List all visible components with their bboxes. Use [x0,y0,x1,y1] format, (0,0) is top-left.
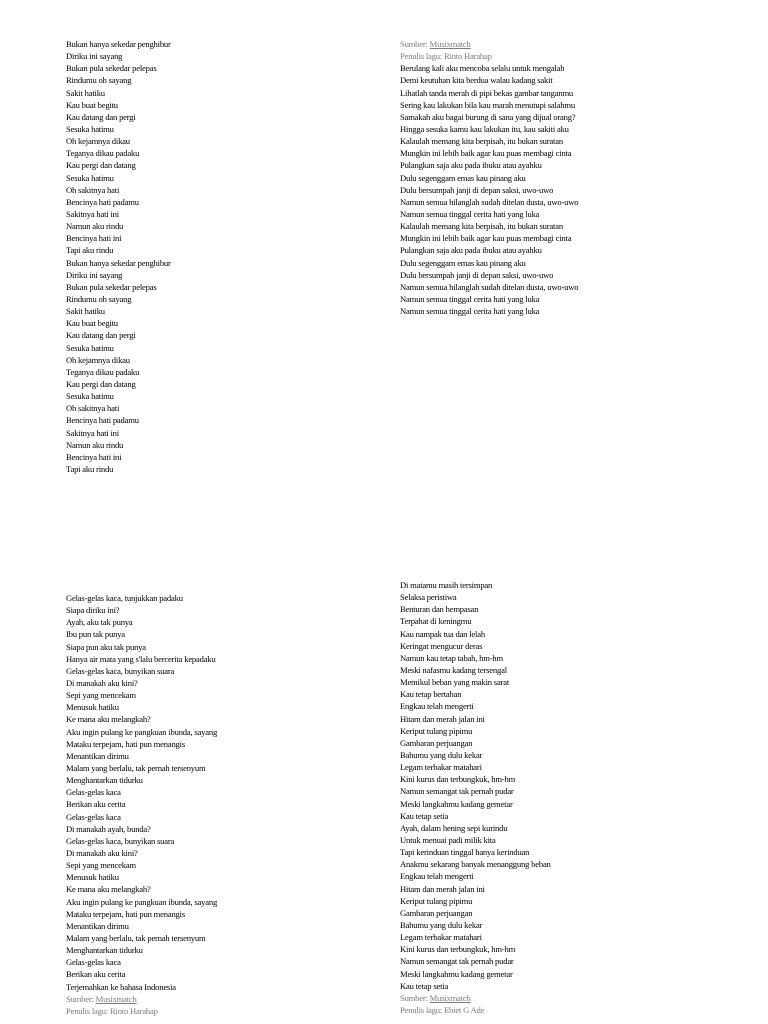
lyric-line: Sesuka hatimu [66,123,114,134]
lyric-line: Diriku ini sayang [66,269,123,280]
lyric-line: Teganya dikau padaku [66,366,140,377]
lyric-line: Untuk menuai padi milik kita [400,834,496,845]
lyric-line: Ke mana aku melangkah? [66,884,151,895]
songwriter-credit: Penulis lagu: Rinto Harahap [400,51,492,62]
lyric-line: Demi keutuhan kita berdua walau kadang sakit [400,75,553,86]
lyric-line: Namun semua hilanglah sudah ditelan dusta, uwo-uwo [400,281,579,292]
lyric-line: Gelas-gelas kaca, tunjukkan padaku [66,593,183,603]
lyric-line: Benturan dan hempasan [400,604,479,615]
lyric-line: Aku ingin pulang ke pangkuan ibunda, sayang [66,726,218,737]
source-link[interactable]: Musixmatch [95,993,137,1004]
lyric-line: Teganya dikau padaku [66,148,140,159]
lyric-line: Kalaulah memang kita berpisah, itu bukan suratan [400,221,563,232]
lyric-line: Sepi yang mencekam [66,860,136,871]
lyric-line: Namun kau tetap tabah, hm-hm [400,652,503,663]
lyric-line: Anakmu sekarang banyak menanggung beban [400,859,551,870]
lyric-line: Sakitnya hati ini [66,427,119,438]
lyric-line: Terjemahkan ke bahasa Indonesia [66,981,176,992]
lyric-line: Menusuk hatiku [66,702,119,713]
source-line [66,993,217,1005]
lyric-line: Namun semangat tak pernah pudar [400,786,514,797]
lyric-line: Malam yang berlalu, tak pernah tersenyum [66,762,206,773]
lyric-line: Aku ingin pulang ke pangkuan ibunda, sayang [66,896,218,907]
lyric-line: Kini kurus dan terbungkuk, hm-hm [400,944,516,955]
lyric-line: Namun semangat tak pernah pudar [400,956,514,967]
lyric-line: Namun semua tinggal cerita hati yang luka [400,208,540,219]
lyric-line: Oh kejamnya dikau [66,136,130,147]
source-prefix: Sumber: [400,992,430,1003]
lyric-line: Engkau telah mengerti [400,701,474,712]
lyric-line: Namun aku rindu [66,439,124,450]
lyric-line: Kini kurus dan terbungkuk, hm-hm [400,774,516,785]
lyric-line: Oh sakitnya hati [66,403,120,414]
lyric-line: Samakah aku bagai burung di sana yang dijual orang? [400,111,576,122]
lyric-line: Terpahat di keningmu [400,616,472,627]
song3-column [400,579,551,1016]
lyric-line: Namun semua hilanglah sudah ditelan dusta, uwo-uwo [400,196,579,207]
lyric-line: Hanya air mata yang s'lalu bercerita kepadaku [66,653,216,664]
lyric-line: Kau datang dan pergi [66,111,136,122]
source-prefix: Sumber: [400,39,430,49]
lyric-line: Tapi aku rindu [66,245,114,256]
lyric-line: Ibu pun tak punya [66,629,125,640]
lyric-line: Siapa diriku ini? [66,605,120,616]
song1-lyrics-continued [400,62,578,317]
lyric-line: Mungkin ini lebih baik agar kau puas membagi cinta [400,148,572,159]
lyric-line: Sesuka hatimu [66,391,114,402]
lyric-line: Keriput tulang pipimu [400,725,473,736]
lyric-line: Bahumu yang dulu kekar [400,749,483,760]
lyric-line: Kau buat begitu [66,318,118,329]
lyric-line: Gambaran perjuangan [400,737,473,748]
lyric-line: Kau nampak tua dan lelah [400,628,485,639]
lyric-line: Ayah, dalam hening sepi kurindu [400,822,508,833]
lyric-line: Keriput tulang pipimu [400,895,473,906]
lyric-line: Bencinya hati ini [66,451,122,462]
lyric-line: Dulu segenggam emas kau pinang aku [400,257,526,268]
source-prefix: Sumber: [66,993,96,1004]
lyric-line: Dulu bersumpah janji di depan saksi, uwo-uwo [400,269,554,280]
songwriter-credit: Penulis lagu: Rinto Harahap [66,1005,158,1016]
lyric-line: Sepi yang mencekam [66,690,136,701]
lyric-line: Bukan hanya sekedar penghibur [66,257,171,268]
lyric-line: Sakit hatiku [66,306,105,317]
source-line [400,992,551,1004]
lyric-line: Dulu segenggam emas kau pinang aku [400,172,526,183]
lyric-line: Dulu bersumpah janji di depan saksi, uwo-uwo [400,184,554,195]
songwriter-credit: Penulis lagu: Ebiet G Ade [400,1004,485,1015]
lyric-line: Lihatlah tanda merah di pipi bekas gambar tanganmu [400,87,574,98]
lyric-line: Sakitnya hati ini [66,208,119,219]
lyric-line: Kau tetap setia [400,980,449,991]
lyric-line: Meski nafasmu kadang tersengal [400,664,507,675]
lyric-line: Bukan pula sekedar pelepas [66,281,157,292]
source-link[interactable]: Musixmatch [429,992,471,1003]
lyric-line: Ke mana aku melangkah? [66,714,151,725]
lyric-line: Namun aku rindu [66,221,124,232]
lyric-line: Kau pergi dan datang [66,378,136,389]
lyric-line: Ayah, aku tak punya [66,617,133,628]
song3-lyrics [400,579,551,992]
lyric-line: Siapa pun aku tak punya [66,641,146,652]
lyric-line: Tapi aku rindu [66,463,114,474]
lyric-line: Sesuka hatimu [66,342,114,353]
lyric-line: Oh sakitnya hati [66,184,120,195]
lyric-line: Mataku terpejam, hati pun menangis [66,738,185,749]
lyric-line: Namun semua tinggal cerita hati yang luka [400,306,540,317]
lyric-line: Bencinya hati ini [66,233,122,244]
lyric-line: Kalaulah memang kita berpisah, itu bukan suratan [400,136,563,147]
lyric-line: Oh kejamnya dikau [66,354,130,365]
lyric-line: Malam yang berlalu, tak pernah tersenyum [66,932,206,943]
lyric-line: Di matamu masih tersimpan [400,580,493,590]
lyric-line: Mataku terpejam, hati pun menangis [66,908,185,919]
lyric-line: Bencinya hati padamu [66,415,139,426]
lyric-line: Gelas-gelas kaca [66,957,121,968]
lyric-line: Kau tetap bertahan [400,689,462,700]
lyric-line: Sesuka hatimu [66,172,114,183]
lyric-line: Gelas-gelas kaca [66,787,121,798]
lyric-line: Tapi kerinduan tinggal hanya kerinduan [400,847,530,858]
lyric-line: Rindumu oh sayang [66,293,132,304]
lyric-line: Hitam dan merah jalan ini [400,883,485,894]
lyric-line: Kau buat begitu [66,99,118,110]
lyric-line: Di manakah ayah, bunda? [66,823,151,834]
lyric-line: Legam terbakar matahari [400,762,482,773]
lyric-line: Kau datang dan pergi [66,330,136,341]
song1-source-column [400,38,578,317]
lyric-line: Bahumu yang dulu kekar [400,919,483,930]
lyric-line: Meski langkahmu kadang gemetar [400,968,513,979]
lyric-line: Menghantarkan tidurku [66,945,143,956]
lyric-line: Kau tetap setia [400,810,449,821]
lyric-line: Mungkin ini lebih baik agar kau puas membagi cinta [400,233,572,244]
lyric-line: Gelas-gelas kaca [66,811,121,822]
lyric-line: Hitam dan merah jalan ini [400,713,485,724]
source-line [400,38,578,50]
lyric-line: Bukan pula sekedar pelepas [66,63,157,74]
lyric-line: Gelas-gelas kaca, bunyikan suara [66,665,175,676]
lyric-line: Berikan aku cerita [66,799,126,810]
lyric-line: Berulang kali aku mencoba selalu untuk mengalah [400,63,565,74]
lyric-line: Sakit hatiku [66,87,105,98]
lyric-line: Kau pergi dan datang [66,160,136,171]
lyric-line: Menusuk hatiku [66,872,119,883]
lyric-line: Pulangkan saja aku pada ibuku atau ayahku [400,245,542,256]
lyric-line: Keringat mengucur deras [400,640,483,651]
lyric-line: Bukan hanya sekedar penghibur [66,39,171,49]
lyric-line: Berikan aku cerita [66,969,126,980]
lyric-line: Gambaran perjuangan [400,907,473,918]
song2-lyrics [66,592,217,993]
lyric-line: Gelas-gelas kaca, bunyikan suara [66,835,175,846]
lyric-line: Memikul beban yang makin sarat [400,677,510,688]
lyric-line: Selaksa peristiwa [400,592,457,603]
lyric-line: Legam terbakar matahari [400,932,482,943]
lyric-line: Namun semua tinggal cerita hati yang luka [400,293,540,304]
lyric-line: Di manakah aku kini? [66,677,138,688]
lyric-line: Menantikan dirimu [66,750,129,761]
lyric-line: Diriku ini sayang [66,51,123,62]
lyric-line: Pulangkan saja aku pada ibuku atau ayahku [400,160,542,171]
lyric-line: Rindumu oh sayang [66,75,132,86]
source-link[interactable]: Musixmatch [429,39,471,49]
lyric-line: Menantikan dirimu [66,920,129,931]
lyric-line: Bencinya hati padamu [66,196,139,207]
lyric-line: Menghantarkan tidurku [66,775,143,786]
lyric-line: Di manakah aku kini? [66,847,138,858]
lyric-line: Hingga sesuka kamu kau lakukan itu, kau sakiti aku [400,123,569,134]
song2-column [66,592,217,1017]
song1-lyrics-column [66,38,171,475]
lyric-line: Engkau telah mengerti [400,871,474,882]
lyric-line: Meski langkahmu kadang gemetar [400,798,513,809]
lyric-line: Sering kau lakukan bila kau marah menutupi salahmu [400,99,575,110]
